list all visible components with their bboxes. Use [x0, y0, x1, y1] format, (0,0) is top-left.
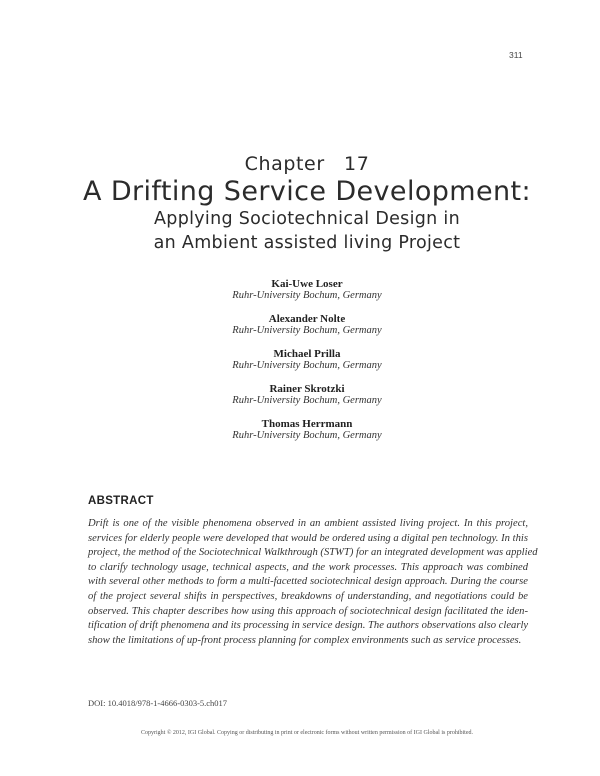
- author-list: [0, 278, 600, 453]
- abstract-line: tification of drift phenomena and its processing in service design. The authors observations also clearly: [88, 620, 529, 632]
- author-affiliation: Ruhr-University Bochum, Germany: [232, 290, 382, 301]
- abstract-body: [88, 517, 538, 648]
- chapter-label: Chapter 17: [244, 153, 370, 175]
- chapter-title: A Drifting Service Development:: [82, 176, 532, 207]
- author-affiliation: Ruhr-University Bochum, Germany: [232, 325, 382, 336]
- abstract-line: with several other methods to form a multi-facetted sociotechnical design approach. During the course: [88, 576, 528, 588]
- subtitle-line: Applying Sociotechnical Design in: [154, 209, 460, 229]
- abstract-line: of the project several shifts in perspectives, breakdowns of understanding, and negotiations could be: [88, 590, 528, 602]
- author-name: Thomas Herrmann: [261, 418, 353, 430]
- abstract-line: observed. This chapter describes how using this approach of sociotechnical design facilitated the iden-: [88, 605, 528, 617]
- author-name: Alexander Nolte: [268, 313, 346, 325]
- author-entry: [0, 383, 600, 418]
- abstract-line: project, the method of the Sociotechnical Walkthrough (STWT) for an integrated development was applied: [88, 547, 538, 559]
- abstract-line: services for elderly people were developed that would be ordered using a digital pen technology. In this: [88, 532, 528, 544]
- author-name: Kai-Uwe Loser: [271, 278, 343, 290]
- author-entry: [0, 418, 600, 453]
- subtitle-line: an Ambient assisted living Project: [153, 232, 461, 253]
- author-entry: [0, 313, 600, 348]
- author-name: Michael Prilla: [273, 348, 341, 360]
- doi-link[interactable]: DOI: 10.4018/978-1-4666-0303-5.ch017: [88, 698, 228, 708]
- chapter-subtitle: [0, 208, 600, 255]
- author-affiliation: Ruhr-University Bochum, Germany: [232, 395, 382, 406]
- abstract-line: to clarify technology usage, technical aspects, and the work processes. This approach was combined: [88, 561, 528, 573]
- copyright-notice: Copyright © 2012, IGI Global. Copying or distributing in print or electronic forms without written permission of IGI Global is prohibited.: [140, 730, 473, 736]
- author-entry: [0, 348, 600, 383]
- author-entry: [0, 278, 600, 313]
- author-affiliation: Ruhr-University Bochum, Germany: [232, 430, 382, 441]
- abstract-heading: ABSTRACT: [88, 495, 154, 507]
- author-affiliation: Ruhr-University Bochum, Germany: [232, 360, 382, 371]
- abstract-line: show the limitations of up-front process planning for complex environments such as service processes.: [88, 634, 522, 646]
- author-name: Rainer Skrotzki: [269, 383, 345, 395]
- page-number: 311: [509, 50, 523, 60]
- abstract-line: Drift is one of the visible phenomena observed in an ambient assisted living project. In this project,: [88, 518, 528, 529]
